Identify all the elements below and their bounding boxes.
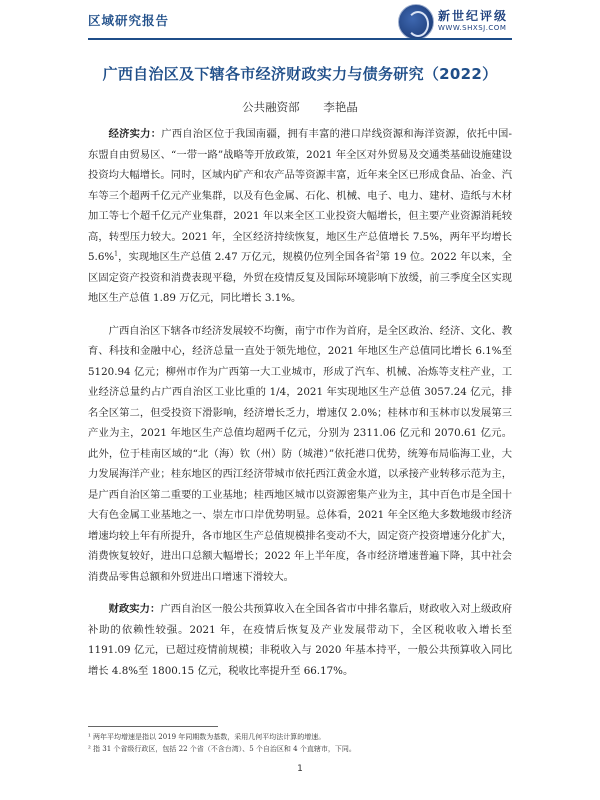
author-department: 公共融资部 <box>242 100 300 114</box>
logo-name: 新世纪评级 <box>438 9 509 23</box>
footnotes <box>88 731 512 755</box>
author-name: 李艳晶 <box>323 100 358 114</box>
paragraph-city-economies: 广西自治区下辖各市经济发展较不均衡，南宁市作为首府，是全区政治、经济、文化、教育、科技和金融中心，经济总量一直处于领先地位，2021 年地区生产总值同比增长 6.1%至 5120.94 亿元；柳州市作为广西第一大工业城市，形成了汽车、机械、冶炼等支柱产业，工业经济总量约占广西自治区工业比重的 1/4，2021 年实现地区生产总值 3057.24 亿元，排名全区第二，但受投资下滑影响，经济增长乏力，增速仅 2.0%；桂林市和玉林市以发展第三产业为主，2021 年地区生产总值均超两千亿元，分别为 2311.06 亿元和 2070.61 亿元。此外，位于桂南区域的“北（海）钦（州）防（城港）”依托港口优势，统筹布局临海工业，大力发展海洋产业；桂东地区的西江经济带城市依托西江黄金水道，以承接产业转移示范为主，是广西自治区第二重要的工业基地；桂西地区城市以资源密集产业为主，其中百色市是全国十大有色金属工业基地之一、崇左市口岸优势明显。总体看，2021 年全区绝大多数地级市经济增速均较上年有所提升，各市地区生产总值规模排名变动不大，固定资产投资增速分化扩大，消费恢复较好，进出口总额大幅增长；2022 年上半年度，各市经济增速普遍下降，其中社会消费品零售总额和外贸进出口增速下滑较大。 <box>88 324 512 583</box>
paragraph-lead: 经济实力： <box>108 128 162 140</box>
footnote-1: ¹ 两年平均增速是指以 2019 年同期数为基数，采用几何平均法计算的增速。 <box>88 733 326 741</box>
footnote-divider <box>88 726 218 727</box>
paragraph-fiscal-strength: 财政实力：广西自治区一般公共预算收入在全国各省市中排名靠后，财政收入对上级政府补助的依赖性较强。2021 年，在疫情后恢复及产业发展带动下，全区税收收入增长至 1191.09 亿元，已超过疫情前规模；非税收入与 2020 年基本持平，一般公共预算收入同比增长 4.8%至 1800.15 亿元，税收比率提升至 66.17%。 <box>88 603 513 677</box>
report-title: 广西自治区及下辖各市经济财政实力与债务研究（2022） <box>102 65 498 83</box>
globe-logo-icon <box>398 4 434 40</box>
author-line <box>88 99 512 115</box>
brand-logo <box>398 4 508 40</box>
header-divider <box>88 38 512 40</box>
footnote-ref[interactable]: 2 <box>375 250 380 258</box>
report-body <box>88 124 512 693</box>
footnote-2: ² 指 31 个省级行政区，包括 22 个省（不含台湾）、5 个自治区和 4 个直辖市，下同。 <box>88 745 356 753</box>
page-header <box>0 0 600 44</box>
paragraph-lead: 财政实力： <box>108 603 161 615</box>
paragraph-economic-strength: 经济实力：广西自治区位于我国南疆，拥有丰富的港口岸线资源和海洋资源，依托中国-东盟自由贸易区、“一带一路”战略等开放政策，2021 年全区对外贸易及交通类基础设施建设投资均大幅增长。同时，区域内矿产和农产品等资源丰富，近年来全区已形成食品、冶金、汽车等三个超两千亿元产业集群，以及有色金属、石化、机械、电子、电力、建材、造纸与木材加工等七个超千亿元产业集群，2021 年以来全区工业投资大幅增长，但主要产业资源消耗较高，转型压力较大。2021 年，全区经济持续恢复，地区生产总值增长 7.5%，两年平均增长 5.6%$^1$，实现地区生产总值 2.47 万亿元，规模仍位列全国各省$^2$第 19 位。2022 年以来，全区固定资产投资和消费表现平稳，外贸在疫情反复及国际环境影响下放缓，前三季度全区实现地区生产总值 1.89 万亿元，同比增长 3.1%。 <box>88 128 512 304</box>
section-label: 区域研究报告 <box>88 13 170 28</box>
page-number: 1 <box>297 764 303 774</box>
footnote-ref[interactable]: 1 <box>114 250 118 258</box>
logo-url: WWW.SHXSJ.COM <box>438 24 507 32</box>
